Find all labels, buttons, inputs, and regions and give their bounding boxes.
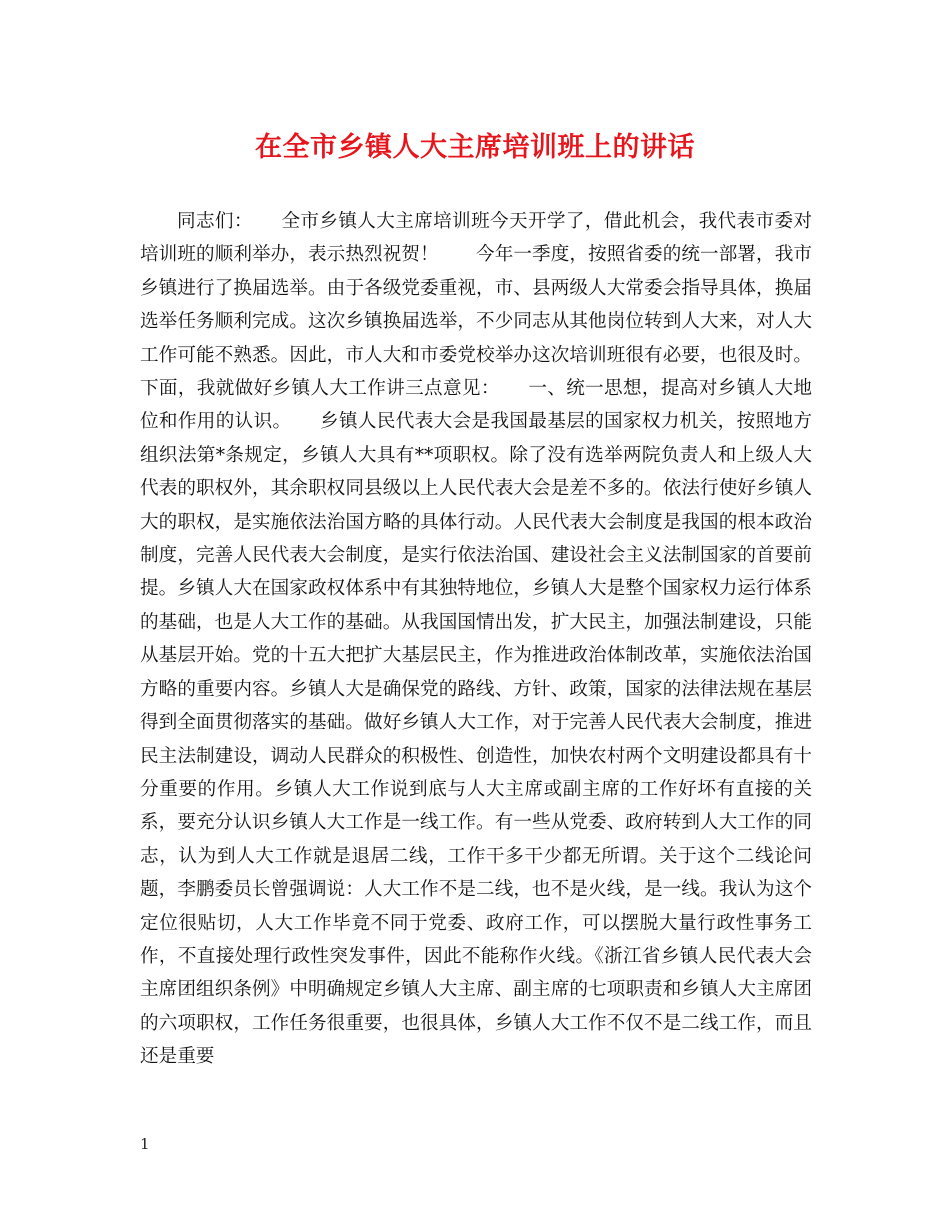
body-paragraph: 同志们： 全市乡镇人大主席培训班今天开学了，借此机会，我代表市委对培训班的顺利举办，表示热烈祝贺！ 今年一季度，按照省委的统一部署，我市乡镇进行了换届选举。由于各级党委重视，市、县两级人大常委会指导具体，换届选举任务顺利完成。这次乡镇换届选举，不少同志从其他岗位转到人大来，对人大工作可能不熟悉。因此，市人大和市委党校举办这次培训班很有必要，也很及时。下面，我就做好乡镇人大工作讲三点意见： 一、统一思想，提高对乡镇人大地位和作用的认识。 乡镇人民代表大会是我国最基层的国家权力机关，按照地方组织法第*条规定，乡镇人大具有**项职权。除了没有选举两院负责人和上级人大代表的职权外，其余职权同县级以上人民代表大会是差不多的。依法行使好乡镇人大的职权，是实施依法治国方略的具体行动。人民代表大会制度是我国的根本政治制度，完善人民代表大会制度，是实行依法治国、建设社会主义法制国家的首要前提。乡镇人大在国家政权体系中有其独特地位，乡镇人大是整个国家权力运行体系的基础，也是人大工作的基础。从我国国情出发，扩大民主，加强法制建设，只能从基层开始。党的十五大把扩大基层民主，作为推进政治体制改革，实施依法治国方略的重要内容。乡镇人大是确保党的路线、方针、政策，国家的法律法规在基层得到全面贯彻落实的基础。做好乡镇人大工作，对于完善人民代表大会制度，推进民主法制建设，调动人民群众的积极性、创造性，加快农村两个文明建设都具有十分重要的作用。乡镇人大工作说到底与人大主席或副主席的工作好坏有直接的关系，要充分认识乡镇人大工作是一线工作。有一些从党委、政府转到人大工作的同志，认为到人大工作就是退居二线，工作干多干少都无所谓。关于这个二线论问题，李鹏委员长曾强调说：人大工作不是二线，也不是火线，是一线。我认为这个定位很贴切，人大工作毕竟不同于党委、政府工作，可以摆脱大量行政性事务工作，不直接处理行政性突发事件，因此不能称作火线。《浙江省乡镇人民代表大会主席团组织条例》中明确规定乡镇人大主席、副主席的七项职责和乡镇人大主席团的六项职权，工作任务很重要，也很具体，乡镇人大工作不仅不是二线工作，而且还是重要 bbox=[140, 211, 812, 1068]
page-title: 在全市乡镇人大主席培训班上的讲话 bbox=[255, 132, 695, 163]
page-number: 1 bbox=[140, 1135, 150, 1153]
